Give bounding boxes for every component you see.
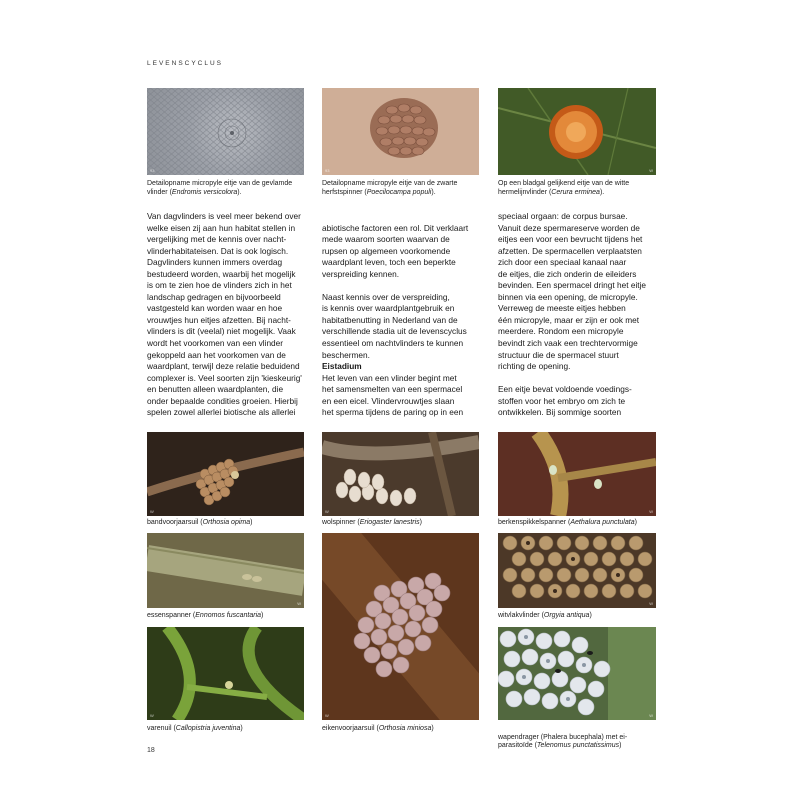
- caption-wapendrager: wapendrager (Phalera bucephala) met ei- parasitoïde (Telenomus punctatissimus): [498, 733, 628, 750]
- photo-number: W: [150, 713, 154, 718]
- section-heading-eistadium: Eistadium: [322, 361, 362, 372]
- caption-bandvoorjaarsuil: bandvoorjaarsuil (Orthosia opima): [147, 519, 253, 526]
- caption-top-1: Detailopname micropyle eitje van de gevlamde vlinder (Endromis versicolora).: [147, 180, 293, 196]
- photo-wolspinner: [322, 432, 479, 516]
- photo-number: W: [649, 168, 653, 173]
- leaf-egg-cluster-image: [322, 533, 479, 720]
- body-column-1: Van dagvlinders is veel meer bekend over welke eisen zij aan hun habitat stellen in vergelijking met de kennis over nacht- vlinderhabitateisen. Dat is ook logisch. Dagvlinders kunnen immers overdag bestudeerd worden, waarbij het mogelijk is om te zien hoe de vlinders zich in het landschap gedragen en bijvoorbeeld vastgesteld kan worden waar en hoe vrouwtjes hun eitjes afzetten. Bij nacht- vlinders is dit (veelal) niet mogelijk. Vaak wordt het voorkomen van een vlinder gekoppeld aan het voorkomen van de waardplant, terwijl deze relatie beduidend complexer is. Veel soorten zijn 'kieskeurig' en benutten alleen waardplanten, die onder bepaalde condities groeien. Hierbij spelen zowel allerlei biotische als allerlei: [147, 211, 302, 418]
- caption-witvlakvlinder: witvlakvlinder (Orgyia antiqua): [498, 612, 592, 619]
- hairy-egg-band-image: [322, 432, 479, 516]
- leaf-gall-egg-image: [498, 88, 656, 175]
- photo-micropyle-gevlamde-vlinder: [147, 88, 304, 175]
- egg-mass-on-twig-image: [147, 432, 304, 516]
- caption-essenspanner: essenspanner (Ennomos fuscantaria): [147, 612, 264, 619]
- section-label: LEVENSCYCLUS: [147, 60, 224, 67]
- photo-number: W: [325, 713, 329, 718]
- body-text: abiotische factoren een rol. Dit verklaart mede waarom soorten waarvan de rupsen op algemeen voorkomende waardplant leven, toch een beperkte verspreiding kennen. Naast kennis over de verspreiding, is kennis over waardplantgebruik en habitatbenutting in Nederland van de verschillende stadia uit de levenscyclus essentieel om nachtvlinders te kunnen beschermen.: [322, 222, 469, 360]
- photo-number: W: [649, 713, 653, 718]
- photo-number: W: [325, 509, 329, 514]
- photo-bandvoorjaarsuil: [147, 432, 304, 516]
- caption-eikenvoorjaarsuil: eikenvoorjaarsuil (Orthosia miniosa): [322, 725, 434, 732]
- photo-micropyle-zwarte-herfstspinner: [322, 88, 479, 175]
- photo-eikenvoorjaarsuil: [322, 533, 479, 720]
- body-column-3: speciaal orgaan: de corpus bursae. Vanuit deze spermareserve worden de eitjes een voor een bevrucht tijdens het afzetten. De spermacellen verplaatsten zich door een speciaal kanaal naar de eitjes, die zich onderin de eileiders bevinden. Een spermacel dringt het eitje binnen via een opening, de micropyle. Verreweg de meeste eitjes hebben één micropyle, maar er zijn er ook met meerdere. Rondom een micropyle bevindt zich vaak een trechtervormige structuur die de spermacel stuurt richting de opening. Een eitje bevat voldoende voedings- stoffen voor het embryo om zich te ontwikkelen. Bij sommige soorten: [498, 211, 647, 418]
- twig-eggs-image: [147, 533, 304, 608]
- caption-wolspinner: wolspinner (Eriogaster lanestris): [322, 519, 423, 526]
- photo-essenspanner: [147, 533, 304, 608]
- photo-number: 93: [150, 168, 155, 173]
- caption-varenuil: varenuil (Callopistria juventina): [147, 725, 243, 732]
- caption-top-3: Op een bladgal gelijkend eitje van de witte hermelijnvlinder (Cerura erminea).: [498, 180, 630, 196]
- photo-varenuil: [147, 627, 304, 720]
- photo-gal-witte-hermelijnvlinder: [498, 88, 656, 175]
- fern-egg-image: [147, 627, 304, 720]
- egg-rows-image: [498, 533, 656, 608]
- eggs-with-parasitoids-image: [498, 627, 656, 720]
- photo-witvlakvlinder: [498, 533, 656, 608]
- page-number: 18: [147, 747, 155, 754]
- stem-eggs-image: [498, 432, 656, 516]
- photo-number: W: [297, 601, 301, 606]
- micropyle-texture-image: [147, 88, 304, 175]
- caption-top-2: Detailopname micropyle eitje van de zwarte herfstspinner (Poecilocampa populi).: [322, 180, 458, 196]
- body-column-2: [322, 211, 492, 419]
- photo-number: W: [649, 509, 653, 514]
- egg-cluster-image: [322, 88, 479, 175]
- photo-number: 93: [325, 168, 330, 173]
- caption-berkenspikkelspanner: berkenspikkelspanner (Aethalura punctulata): [498, 519, 637, 526]
- photo-berkenspikkelspanner: [498, 432, 656, 516]
- photo-number: W: [649, 601, 653, 606]
- photo-wapendrager: [498, 627, 656, 720]
- photo-number: W: [150, 509, 154, 514]
- body-text: Het leven van een vlinder begint met het samensmelten van een spermacel en een eicel. Vlindervrouwtjes slaan het sperma tijdens de paring op in een: [322, 372, 464, 418]
